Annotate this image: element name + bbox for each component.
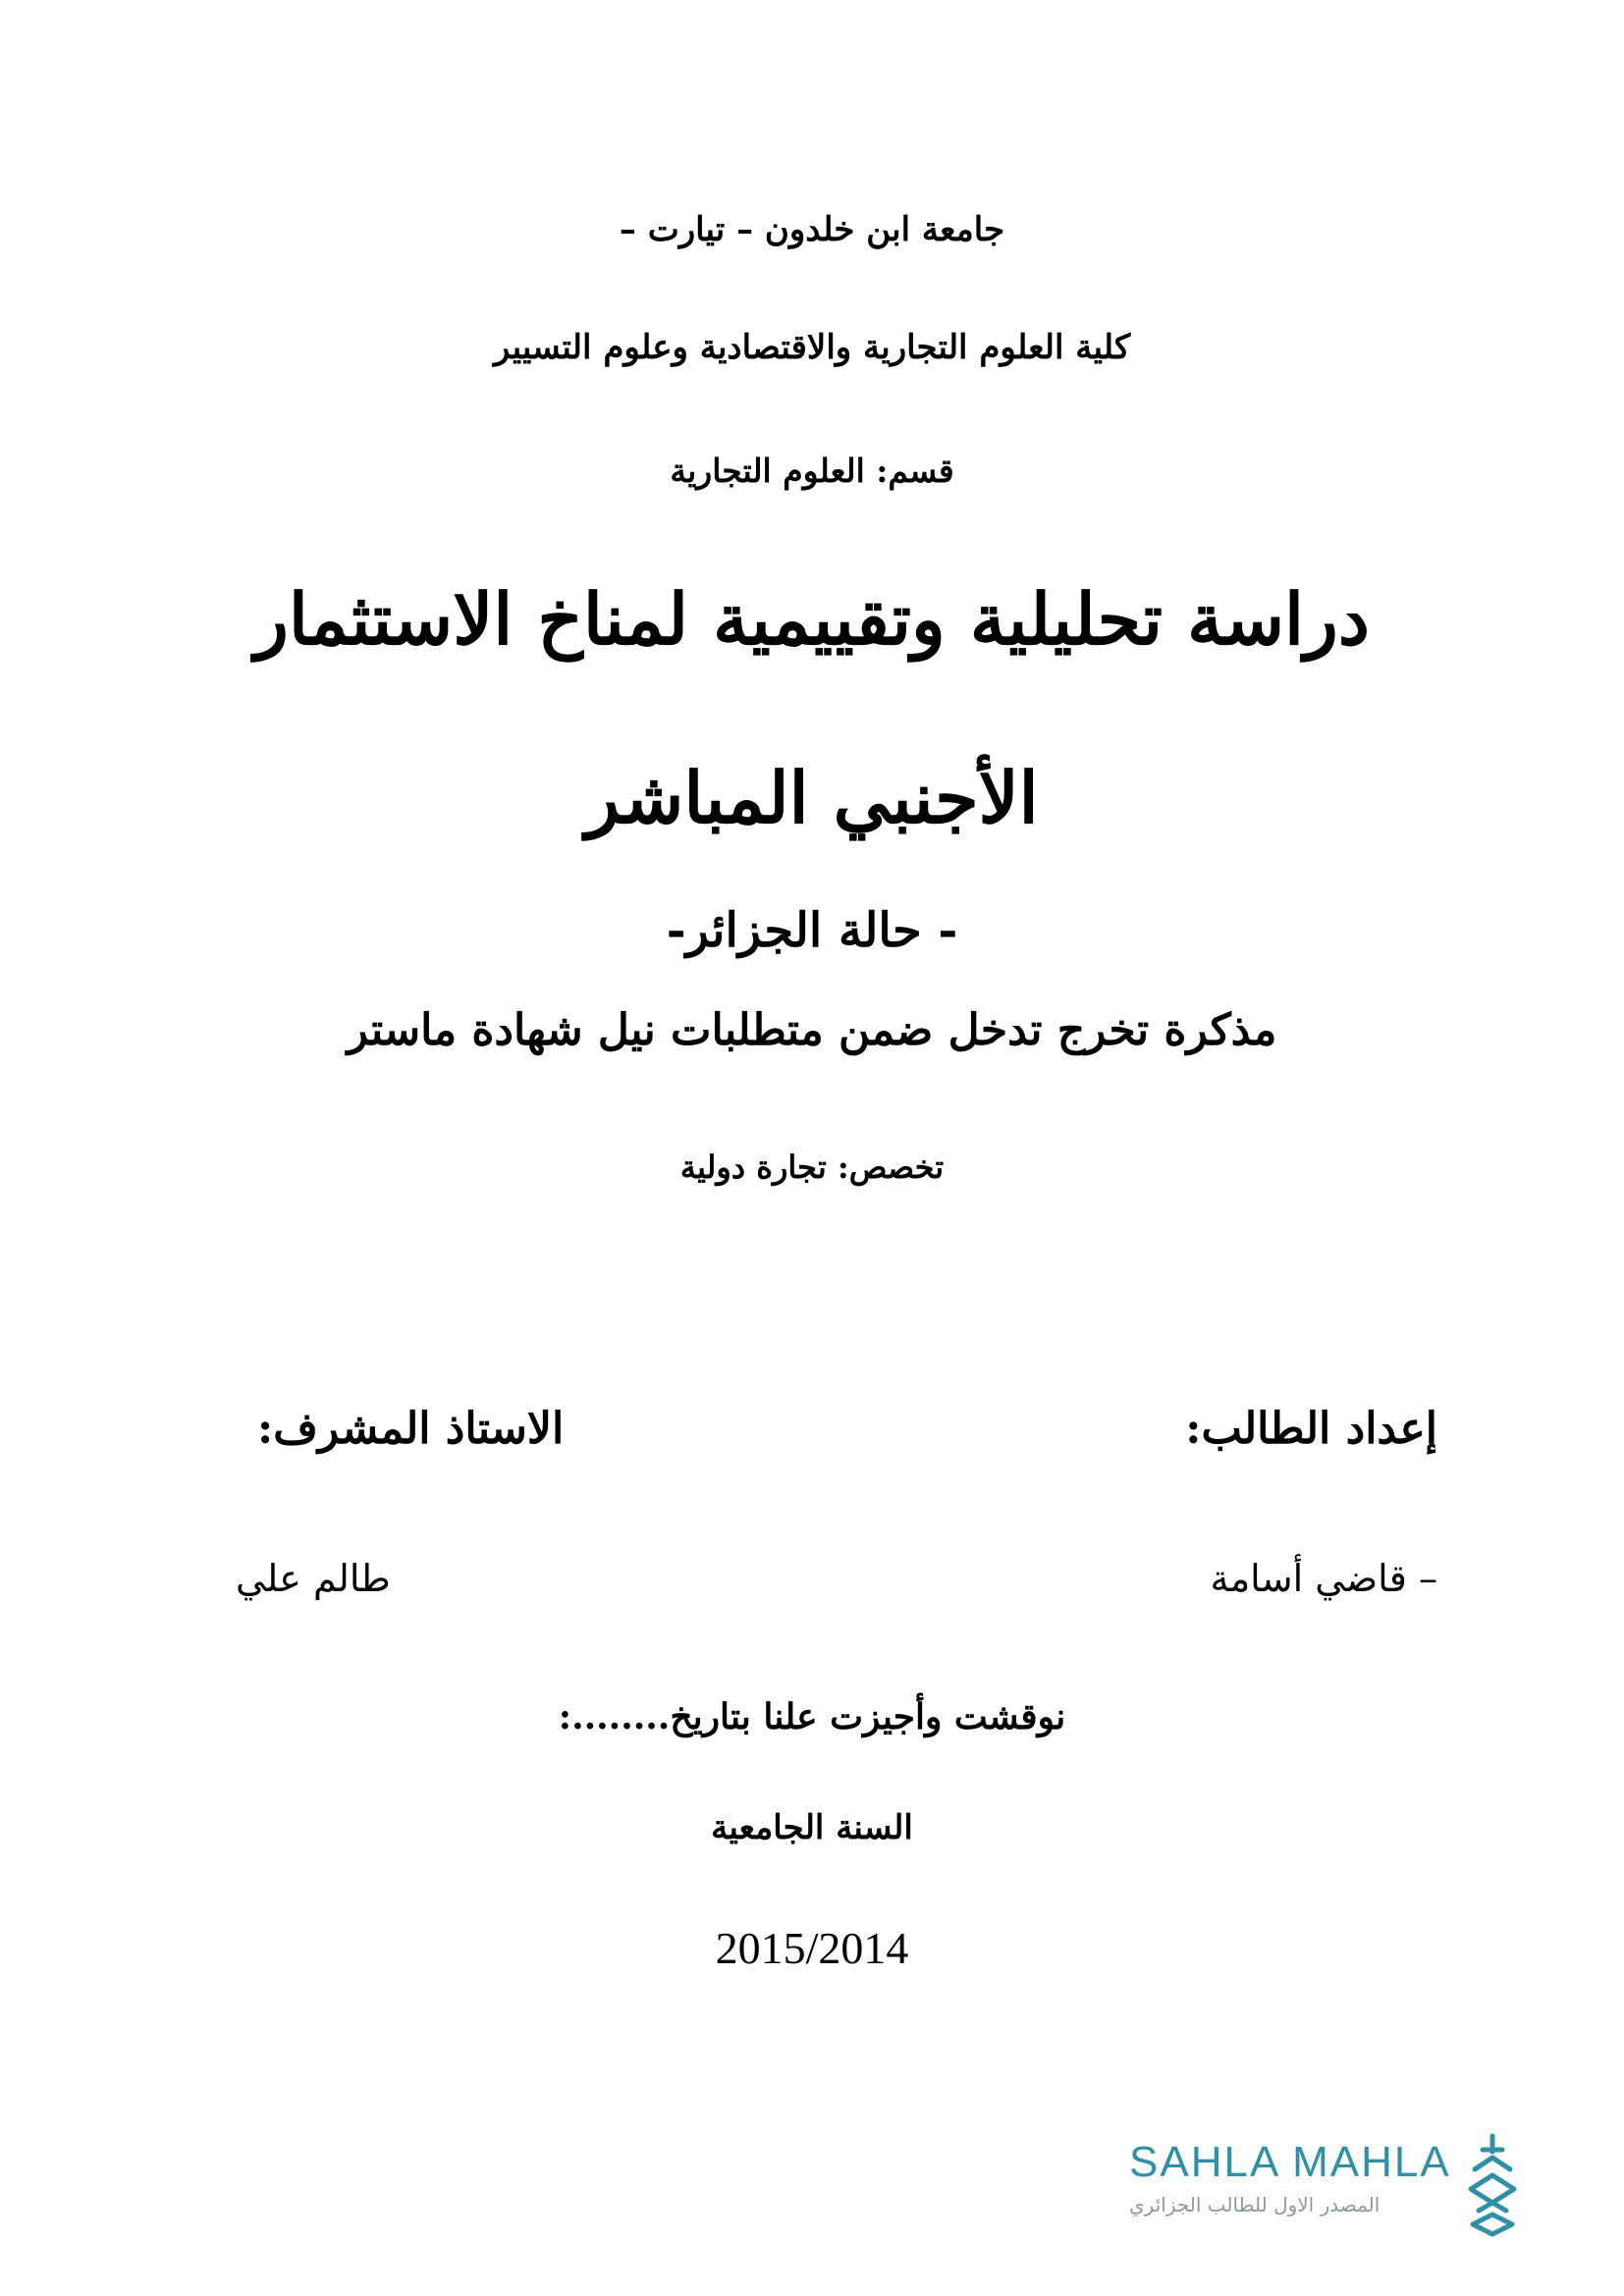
- faculty-name: كلية العلوم التجارية والاقتصادية وعلوم التسيير: [493, 328, 1131, 367]
- logo-tagline: المصدر الاول للطالب الجزائري: [1129, 2193, 1380, 2216]
- academic-year-value: 2015/2014: [715, 1923, 909, 1973]
- supervisor-name: طالم علي: [236, 1557, 391, 1600]
- defense-date-line: نوقشت وأجيزت علنا بتاريخ........:: [558, 1696, 1066, 1737]
- student-name: – قاضي أسامة: [1210, 1557, 1437, 1600]
- sahla-mahla-logo: [1129, 2130, 1522, 2238]
- logo-wordmark: SAHLA MAHLA: [1129, 2138, 1451, 2186]
- arabic-calligraphy-mark-icon: [1461, 2130, 1524, 2238]
- thesis-title-line-1: دراسة تحليلية وتقييمية لمناخ الاستثمار: [254, 577, 1370, 661]
- supervisor-heading: الاستاذ المشرف:: [257, 1404, 565, 1454]
- thesis-specialty: تخصص: تجارة دولية: [679, 1148, 945, 1186]
- thesis-title-line-2: الأجنبي المباشر: [585, 756, 1039, 839]
- university-name: جامعة ابن خلدون – تيارت –: [619, 210, 1005, 249]
- thesis-memo-statement: مذكرة تخرج تدخل ضمن متطلبات نيل شهادة ماستر: [347, 1005, 1277, 1055]
- student-heading: إعداد الطالب:: [1185, 1404, 1437, 1454]
- academic-year-label: السنة الجامعية: [711, 1808, 913, 1847]
- department-name: قسم: العلوم التجارية: [670, 452, 954, 490]
- thesis-case-subtitle: - حالة الجزائر-: [666, 903, 958, 958]
